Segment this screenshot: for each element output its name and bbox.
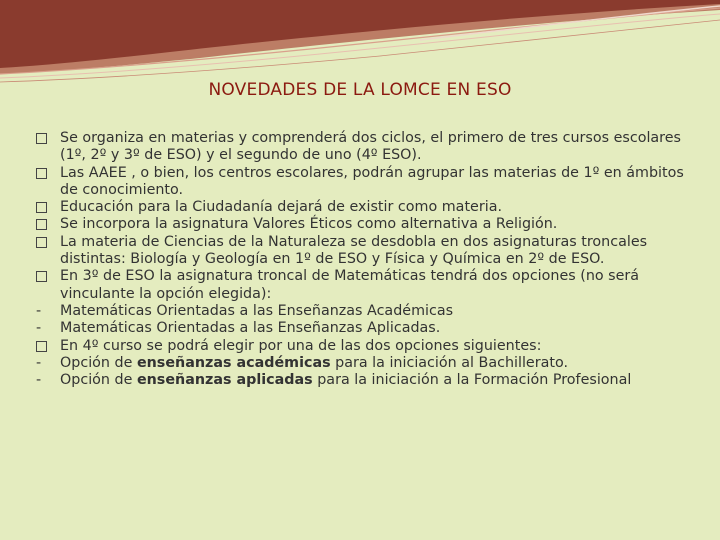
dash-bullet-icon: - (36, 320, 42, 337)
dash-bullet-icon: - (36, 354, 42, 371)
list-item-text: La materia de Ciencias de la Naturaleza se desdobla en dos asignaturas troncales distintas: Biología y Geología en 1º de ESO y Física y Química en 2º de ESO. (60, 233, 648, 268)
list-item-text: Opción de enseñanzas aplicadas para la iniciación a la Formación Profesional (60, 372, 632, 389)
list-item (36, 130, 700, 165)
list-item-text: Matemáticas Orientadas a las Enseñanzas Aplicadas. (60, 320, 441, 337)
list-item (36, 355, 700, 372)
list-item (36, 372, 700, 389)
list-item-text: En 3º de ESO la asignatura troncal de Matemáticas tendrá dos opciones (no será vinculante la opción elegida): (60, 268, 640, 302)
checkbox-bullet-icon (36, 133, 47, 144)
checkbox-bullet-icon (36, 271, 47, 282)
dash-bullet-icon: - (36, 372, 42, 389)
checkbox-bullet-icon (36, 219, 47, 230)
checkbox-bullet-icon (36, 237, 47, 248)
bold-emphasis: enseñanzas aplicadas (136, 372, 313, 389)
list-item (36, 268, 700, 303)
list-item (36, 199, 700, 216)
list-item-text: Matemáticas Orientadas a las Enseñanzas Académicas (60, 302, 454, 319)
list-item-text: Se organiza en materias y comprenderá dos ciclos, el primero de tres cursos escolares (1º, 2º y 3º de ESO) y el segundo de uno (4º ESO). (60, 130, 681, 164)
list-item (36, 216, 700, 233)
list-item-text: Opción de enseñanzas académicas para la iniciación al Bachillerato. (60, 354, 569, 371)
list-item-text: Se incorpora la asignatura Valores Éticos como alternativa a Religión. (60, 216, 558, 233)
slide-title: NOVEDADES DE LA LOMCE EN ESO (208, 80, 512, 100)
list-item-text: En 4º curso se podrá elegir por una de las dos opciones siguientes: (60, 337, 542, 354)
list-item (36, 234, 700, 269)
checkbox-bullet-icon (36, 202, 47, 213)
list-item (36, 165, 700, 200)
list-item-text: Educación para la Ciudadanía dejará de existir como materia. (60, 199, 503, 216)
checkbox-bullet-icon (36, 168, 47, 179)
dash-bullet-icon: - (36, 302, 42, 319)
checkbox-bullet-icon (36, 341, 47, 352)
list-item-text: Las AAEE , o bien, los centros escolares, podrán agrupar las materias de 1º en ámbitos de conocimiento. (60, 164, 684, 198)
bullet-list (36, 130, 700, 389)
header-wave-decoration (0, 0, 720, 90)
list-item (36, 338, 700, 355)
list-item (36, 303, 700, 320)
list-item (36, 320, 700, 337)
bold-emphasis: enseñanzas académicas (136, 354, 331, 371)
